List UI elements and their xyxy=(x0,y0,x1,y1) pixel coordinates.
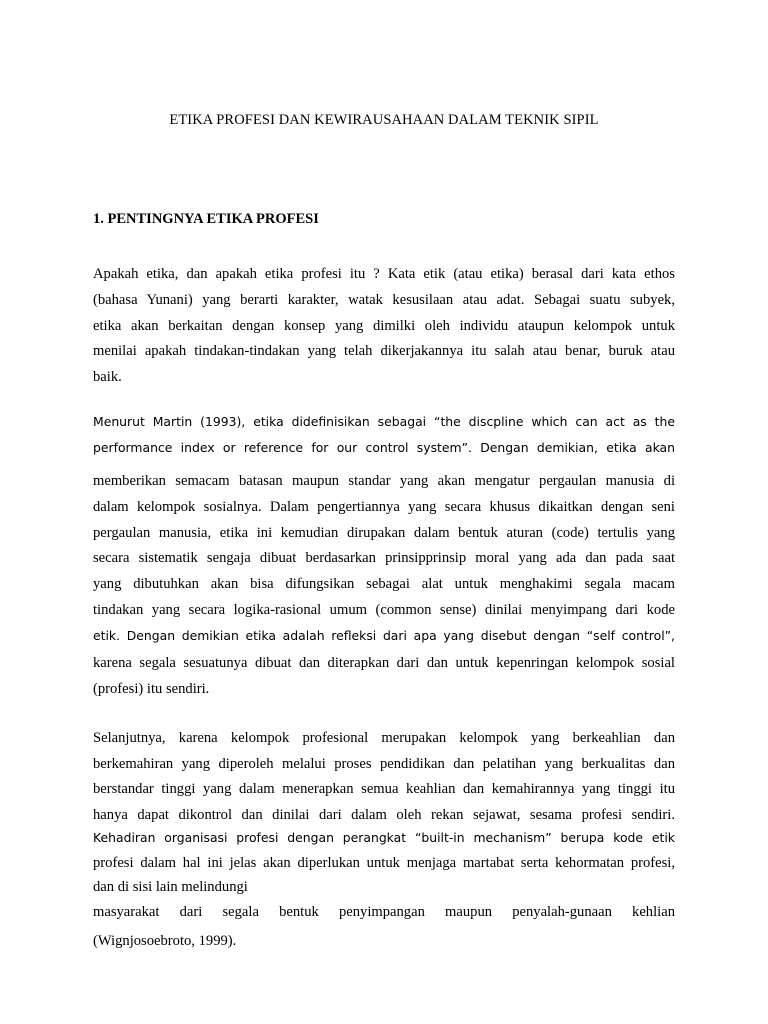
paragraph-2-line: memberikan semacam batasan maupun standar yang akan mengatur pergaulan manusia di xyxy=(93,473,675,489)
paragraph-3-line: berstandar tinggi yang dalam menerapkan semua keahlian dan kemahirannya yang tinggi itu xyxy=(93,781,675,797)
paragraph-2-line: dalam kelompok sosialnya. Dalam pengertiannya yang secara khusus dikaitkan dengan seni xyxy=(93,499,675,515)
paragraph-3-line: profesi dalam hal ini jelas akan diperlukan untuk menjaga martabat serta kehormatan profesi, xyxy=(93,855,675,871)
paragraph-3-line: dan di sisi lain melindungi xyxy=(93,879,248,895)
paragraph-2-line: tindakan yang secara logika-rasional umum (common sense) dinilai menyimpang dari kode xyxy=(93,602,675,618)
paragraph-1-line: etika akan berkaitan dengan konsep yang dimilki oleh individu ataupun kelompok untuk xyxy=(93,318,675,334)
section-heading: 1. PENTINGNYA ETIKA PROFESI xyxy=(93,211,319,227)
paragraph-2-line: pergaulan manusia, etika ini kemudian dirupakan dalam bentuk aturan (code) tertulis yang xyxy=(93,525,675,541)
paragraph-3-line: (Wignjosoebroto, 1999). xyxy=(93,933,237,949)
document-title: ETIKA PROFESI DAN KEWIRAUSAHAAN DALAM TEKNIK SIPIL xyxy=(169,112,599,128)
paragraph-1-line: baik. xyxy=(93,369,122,385)
paragraph-1-line: menilai apakah tindakan-tindakan yang telah dikerjakannya itu salah atau benar, buruk atau xyxy=(93,343,675,359)
paragraph-2-line: performance index or reference for our control system”. Dengan demikian, etika akan xyxy=(93,440,675,455)
paragraph-3-line: masyarakat dari segala bentuk penyimpangan maupun penyalah-gunaan kehlian xyxy=(93,904,675,920)
paragraph-2-line: etik. Dengan demikian etika adalah refleksi dari apa yang disebut dengan “self control”, xyxy=(93,628,675,643)
paragraph-2-line: (profesi) itu sendiri. xyxy=(93,681,210,697)
paragraph-2-line: yang dibutuhkan akan bisa difungsikan sebagai alat untuk menghakimi segala macam xyxy=(93,576,675,592)
paragraph-3-line: berkemahiran yang diperoleh melalui proses pendidikan dan pelatihan yang berkualitas dan xyxy=(93,756,675,772)
paragraph-3-line: Selanjutnya, karena kelompok profesional merupakan kelompok yang berkeahlian dan xyxy=(93,730,675,746)
paragraph-1-line: Apakah etika, dan apakah etika profesi itu ? Kata etik (atau etika) berasal dari kata ethos xyxy=(93,266,675,282)
paragraph-2-line: karena segala sesuatunya dibuat dan diterapkan dari dan untuk kepenringan kelompok sosial xyxy=(93,655,675,671)
paragraph-3-line: hanya dapat dikontrol dan dinilai dari dalam oleh rekan sejawat, sesama profesi sendiri. xyxy=(93,807,675,823)
paragraph-2-line: Menurut Martin (1993), etika didefinisikan sebagai “the discpline which can act as the xyxy=(93,414,675,429)
paragraph-3-line: Kehadiran organisasi profesi dengan perangkat “built-in mechanism” berupa kode etik xyxy=(93,830,675,845)
paragraph-2-line: secara sistematik sengaja dibuat berdasarkan prinsipprinsip moral yang ada dan pada saat xyxy=(93,550,675,566)
paragraph-1-line: (bahasa Yunani) yang berarti karakter, watak kesusilaan atau adat. Sebagai suatu subyek, xyxy=(93,292,675,308)
